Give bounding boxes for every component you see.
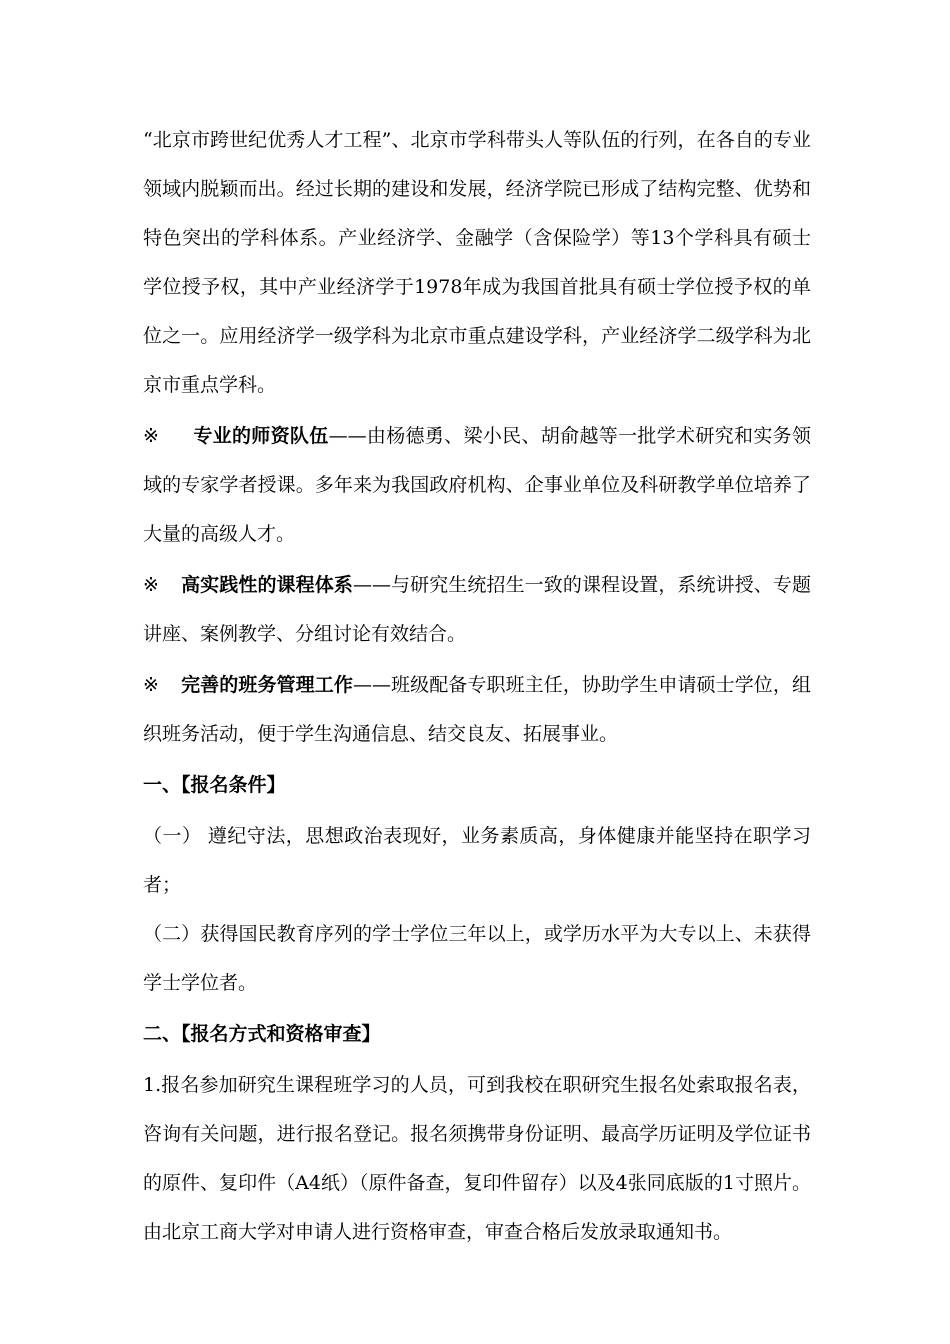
bullet-text: ——班级配备专职班主任，协助学生申请硕士学位，组织班务活动，便于学生沟通信息、结交良友、拓展事业。 (143, 674, 811, 745)
paragraph-discipline-system: “北京市跨世纪优秀人才工程”、北京市学科带头人等队伍的行列，在各自的专业领域内脱颖而出。经过长期的建设和发展，经济学院已形成了结构完整、优势和特色突出的学科体系。产业经济学、金融学（含保险学）等13个学科具有硕士学位授予权，其中产业经济学于1978年成为我国首批具有硕士学位授予权的单位之一。应用经济学一级学科为北京市重点建设学科，产业经济学二级学科为北京市重点学科。 (143, 129, 811, 396)
requirement-item-2: （二）获得国民教育序列的学士学位三年以上，或学历水平为大专以上、未获得学士学位者。 (143, 923, 811, 994)
bullet-mark: ※ (143, 674, 159, 696)
requirement-item-1: （一） 遵纪守法，思想政治表现好，业务素质高，身体健康并能坚持在职学习者； (143, 825, 811, 896)
bullet-title: 专业的师资队伍 (193, 425, 329, 447)
bullet-text: ——与研究生统招生一致的课程设置，系统讲授、专题讲座、案例教学、分组讨论有效结合。 (143, 574, 811, 645)
bullet-class-management (143, 661, 811, 759)
bullet-title: 完善的班务管理工作 (181, 674, 353, 696)
bullet-faculty (143, 412, 811, 559)
bullet-mark: ※ (143, 425, 159, 447)
bullet-mark: ※ (143, 574, 159, 596)
bullet-text: ——由杨德勇、梁小民、胡俞越等一批学术研究和实务领域的专家学者授课。多年来为我国政府机构、企事业单位及科研教学单位培养了大量的高级人才。 (143, 425, 811, 545)
bullet-curriculum (143, 561, 811, 659)
bullet-title: 高实践性的课程体系 (181, 574, 353, 596)
document-page (143, 116, 811, 1257)
registration-item-1: 1.报名参加研究生课程班学习的人员，可到我校在职研究生报名处索取报名表，咨询有关问题，进行报名登记。报名须携带身份证明、最高学历证明及学位证书的原件、复印件（A4纸）（原件备查，复印件留存）以及4张同底版的1寸照片。由北京工商大学对申请人进行资格审查，审查合格后发放录取通知书。 (143, 1074, 811, 1243)
section-heading-requirements: 一、【报名条件】 (143, 774, 286, 796)
section-heading-registration: 二、【报名方式和资格审查】 (143, 1023, 381, 1045)
